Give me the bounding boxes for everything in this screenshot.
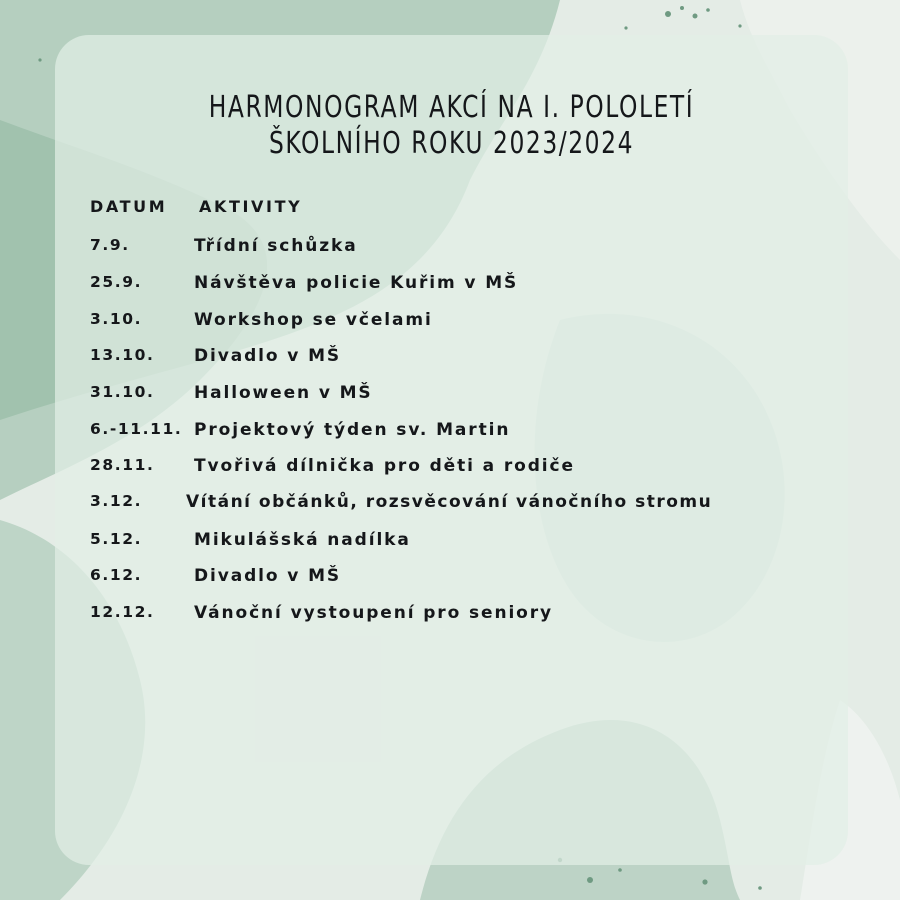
event-activity: Divadlo v MŠ	[194, 566, 342, 586]
event-activity: Workshop se včelami	[194, 310, 433, 330]
event-date: 6.-11.11.	[90, 420, 183, 438]
page-title	[142, 90, 761, 162]
title-line-1: HARMONOGRAM AKCÍ NA I. POLOLETÍ	[208, 90, 695, 125]
event-activity: Halloween v MŠ	[194, 383, 373, 403]
event-date: 31.10.	[90, 383, 155, 401]
event-activity: Třídní schůzka	[194, 236, 358, 256]
event-activity: Divadlo v MŠ	[194, 346, 342, 366]
event-date: 7.9.	[90, 236, 130, 254]
list-item	[0, 310, 900, 340]
event-date: 12.12.	[90, 603, 155, 621]
event-activity: Návštěva policie Kuřim v MŠ	[194, 273, 519, 293]
list-item	[0, 530, 900, 560]
event-date: 13.10.	[90, 346, 155, 364]
list-item	[0, 492, 900, 522]
list-item	[0, 273, 900, 303]
event-activity: Mikulášská nadílka	[194, 530, 411, 550]
event-date: 28.11.	[90, 456, 155, 474]
list-item	[0, 456, 900, 486]
column-header-activity: AKTIVITY	[199, 197, 303, 216]
event-date: 3.10.	[90, 310, 143, 328]
event-date: 3.12.	[90, 492, 143, 510]
list-item	[0, 566, 900, 596]
list-item	[0, 236, 900, 266]
event-date: 5.12.	[90, 530, 143, 548]
list-item	[0, 420, 900, 450]
event-activity: Vítání občánků, rozsvěcování vánočního stromu	[186, 492, 713, 512]
list-item	[0, 346, 900, 376]
list-item	[0, 603, 900, 633]
column-header-date: DATUM	[90, 197, 168, 216]
event-date: 6.12.	[90, 566, 143, 584]
event-activity: Vánoční vystoupení pro seniory	[194, 603, 554, 623]
list-item	[0, 383, 900, 413]
event-activity: Tvořivá dílnička pro děti a rodiče	[194, 456, 575, 476]
title-line-2: ŠKOLNÍHO ROKU 2023/2024	[268, 126, 635, 161]
event-date: 25.9.	[90, 273, 143, 291]
event-activity: Projektový týden sv. Martin	[194, 420, 511, 440]
